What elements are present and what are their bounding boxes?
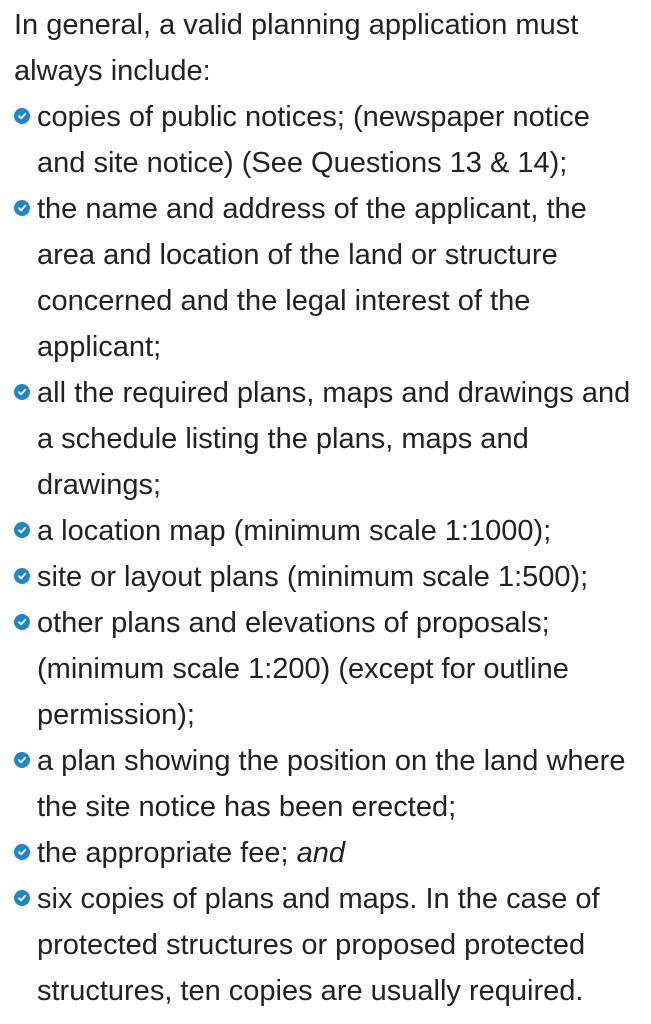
list-item-text: copies of public notices; (newspaper notice and site notice) (See Questions 13 & 14); xyxy=(37,101,590,179)
list-item-text: other plans and elevations of proposals; (minimum scale 1:200) (except for outline permission); xyxy=(37,607,569,731)
list-item xyxy=(14,94,637,186)
list-item-text: all the required plans, maps and drawings and a schedule listing the plans, maps and drawings; xyxy=(37,377,631,501)
requirements-list xyxy=(14,94,637,1014)
check-circle-icon xyxy=(14,614,30,630)
list-item xyxy=(14,554,637,600)
check-circle-icon xyxy=(14,108,30,124)
list-item xyxy=(14,508,637,554)
list-item-text: a location map (minimum scale 1:1000); xyxy=(37,515,552,547)
check-circle-icon xyxy=(14,752,30,768)
list-item xyxy=(14,876,637,1014)
check-circle-icon xyxy=(14,890,30,906)
list-item-text: six copies of plans and maps. In the case of protected structures or proposed protected structures, ten copies are usually required. xyxy=(37,883,600,1007)
intro-paragraph: In general, a valid planning application must always include: xyxy=(14,9,579,87)
list-item xyxy=(14,738,637,830)
check-circle-icon xyxy=(14,844,30,860)
check-circle-icon xyxy=(14,384,30,400)
list-item-text: the name and address of the applicant, the area and location of the land or structure concerned and the legal interest of the applicant; xyxy=(37,193,587,363)
check-circle-icon xyxy=(14,200,30,216)
list-item xyxy=(14,370,637,508)
list-item xyxy=(14,186,637,370)
list-item-emphasis: and xyxy=(296,837,345,869)
list-item-text: a plan showing the position on the land where the site notice has been erected; xyxy=(37,745,626,823)
list-item-text: the appropriate fee; xyxy=(37,837,297,869)
list-item-text: site or layout plans (minimum scale 1:500); xyxy=(37,561,589,593)
check-circle-icon xyxy=(14,568,30,584)
list-item xyxy=(14,830,637,876)
list-item xyxy=(14,600,637,738)
check-circle-icon xyxy=(14,522,30,538)
